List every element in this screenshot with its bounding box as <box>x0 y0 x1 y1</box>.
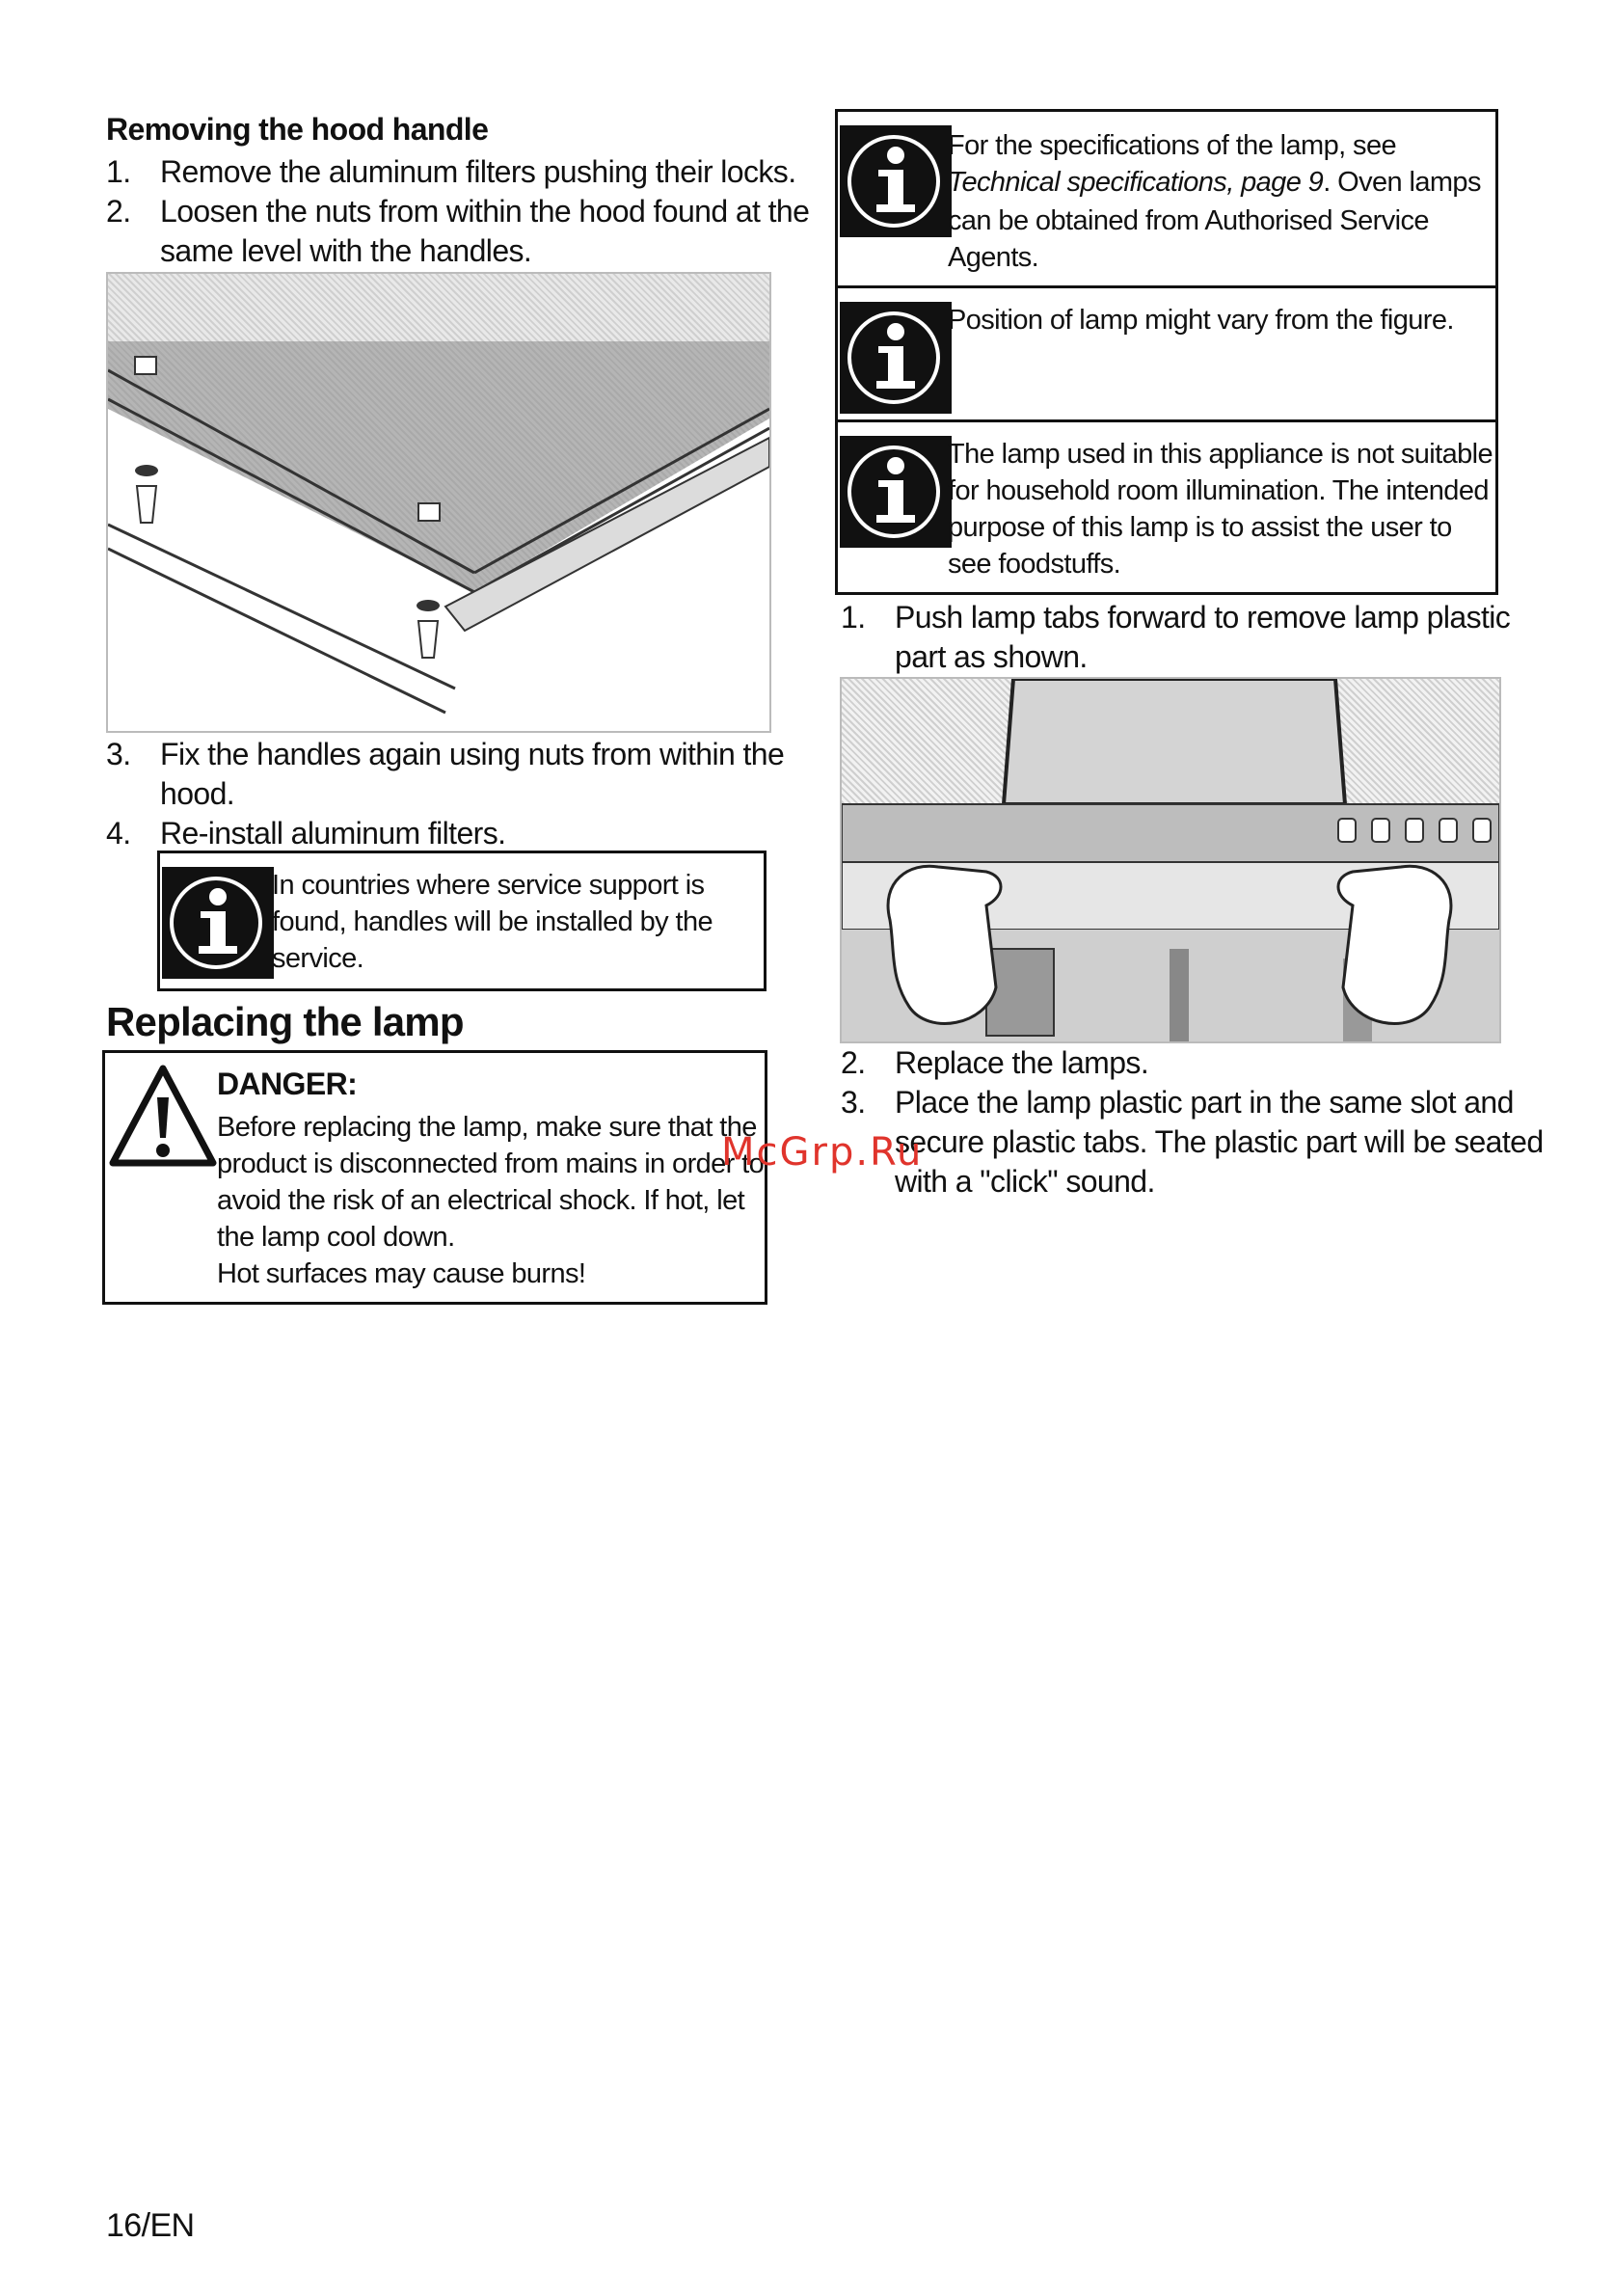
info-box-lamp-position <box>835 285 1498 422</box>
step-number: 4. <box>106 816 131 851</box>
info-icon <box>840 125 952 237</box>
info-line: Agents. <box>948 242 1039 273</box>
info-icon <box>840 302 952 414</box>
danger-box <box>102 1050 767 1305</box>
info-line <box>948 164 1481 201</box>
step-text: Replace the lamps. <box>895 1045 1149 1080</box>
info-line: For the specifications of the lamp, see <box>948 130 1397 161</box>
step-number: 3. <box>106 737 131 771</box>
info-note-line: In countries where service support is <box>272 870 705 901</box>
section-heading-hood-handle: Removing the hood handle <box>106 112 489 147</box>
step-text: with a "click" sound. <box>895 1164 1155 1199</box>
step-number: 3. <box>841 1085 866 1120</box>
hood-handle-figure <box>106 272 771 733</box>
step-text: Push lamp tabs forward to remove lamp plastic <box>895 600 1511 635</box>
step-text: Fix the handles again using nuts from within the <box>160 737 785 771</box>
danger-line: the lamp cool down. <box>217 1222 455 1253</box>
danger-line: avoid the risk of an electrical shock. If hot, let <box>217 1185 745 1216</box>
step-text: hood. <box>160 776 235 811</box>
info-box-lamp-purpose <box>835 419 1498 595</box>
step-text: Loosen the nuts from within the hood found at the <box>160 194 810 229</box>
step-text: part as shown. <box>895 639 1088 674</box>
watermark: McGrp.Ru <box>721 1130 924 1175</box>
info-box-specifications <box>835 109 1498 288</box>
danger-title: DANGER: <box>217 1067 358 1101</box>
info-line: see foodstuffs. <box>948 549 1121 580</box>
info-line: purpose of this lamp is to assist the user to <box>948 512 1452 543</box>
info-note-line: service. <box>272 943 364 974</box>
step-text: secure plastic tabs. The plastic part will be seated <box>895 1124 1544 1159</box>
step-number: 1. <box>841 600 866 635</box>
step-text: Re-install aluminum filters. <box>160 816 506 851</box>
step-number: 2. <box>841 1045 866 1080</box>
danger-line: Before replacing the lamp, make sure that the <box>217 1112 757 1143</box>
step-number: 2. <box>106 194 131 229</box>
danger-line: product is disconnected from mains in order to <box>217 1148 765 1179</box>
info-line-rest: . Oven lamps <box>1323 167 1481 198</box>
page-number: 16/EN <box>106 2207 195 2244</box>
info-note-line: found, handles will be installed by the <box>272 906 713 937</box>
lamp-removal-figure <box>840 677 1501 1043</box>
section-heading-replacing-lamp: Replacing the lamp <box>106 999 464 1044</box>
info-line: can be obtained from Authorised Service <box>948 205 1429 236</box>
info-icon <box>162 867 274 979</box>
step-text: Place the lamp plastic part in the same slot and <box>895 1085 1514 1120</box>
info-line: The lamp used in this appliance is not suitable <box>948 439 1493 470</box>
step-number: 1. <box>106 154 131 189</box>
warning-triangle-icon <box>107 1063 219 1169</box>
spec-reference: Technical specifications, page 9 <box>948 167 1324 198</box>
info-line: Position of lamp might vary from the figure. <box>948 305 1454 336</box>
info-line: for household room illumination. The intended <box>948 475 1489 506</box>
info-note-box <box>157 851 767 991</box>
info-icon <box>840 436 952 548</box>
step-text: Remove the aluminum filters pushing their locks. <box>160 154 796 189</box>
danger-line: Hot surfaces may cause burns! <box>217 1258 586 1289</box>
step-text: same level with the handles. <box>160 233 532 268</box>
